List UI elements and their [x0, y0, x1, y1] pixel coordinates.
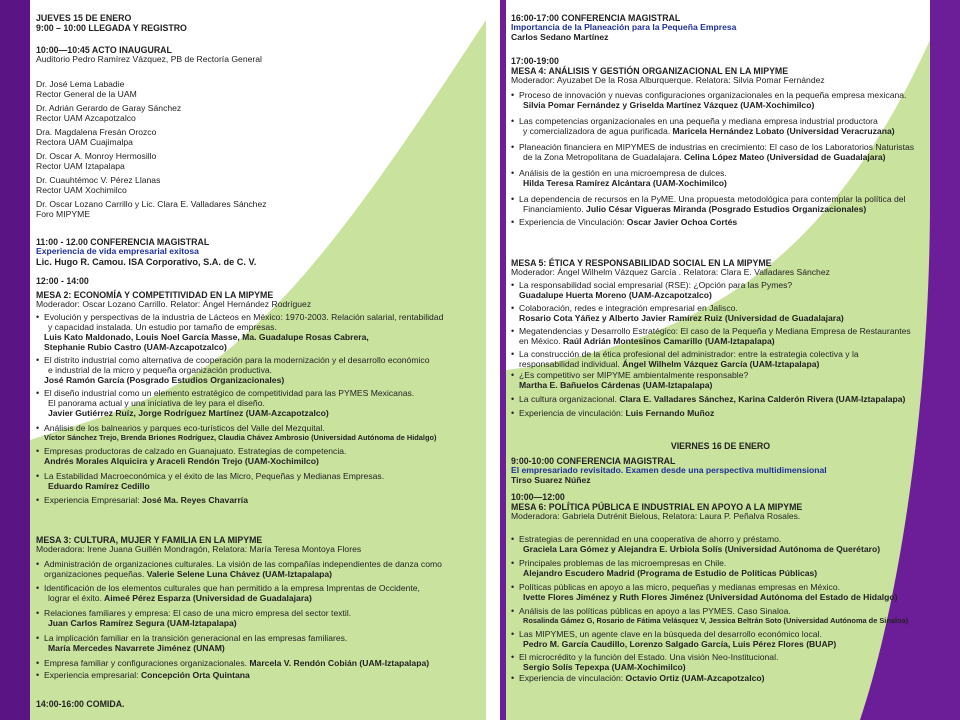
bullet-icon: • [511, 393, 515, 404]
lunch-break: 14:00-16:00 COMIDA. [36, 699, 125, 709]
mesa-5-moderator: Moderador: Ángel Wilhelm Vázquez García . Relatora: Clara E. Valladares Sánchez [511, 267, 830, 278]
list-item: • Análisis de la gestión en una microempresa de dulces. Hilda Teresa Ramírez Alcántara (UAM-Xochimilco) [511, 168, 727, 189]
list-item: • Empresa familiar y configuraciones organizacionales. Marcela V. Rendón Cobián (UAM-Iztapalapa) [36, 657, 430, 668]
list-item: • Planeación financiera en MIPYMES de industrias en crecimiento: El caso de los Laboratorios Naturistas de la Zona Metropolitana de Guadalajara. Celina López Mateo (Universidad de Guadalajara) [511, 142, 915, 163]
list-item: • La implicación familiar en la transición generacional en las empresas familiares. María Mercedes Navarrete Jiménez (UNAM) [36, 632, 348, 653]
list-item: • Administración de organizaciones culturales. La visión de las compañías independientes de danza como organizaciones pequeñas. Valerie Selene Luna Chávez (UAM-Iztapalapa) [36, 559, 442, 580]
keynote-speaker: Tirso Suarez Núñez [511, 475, 591, 486]
bullet-icon: • [511, 348, 515, 359]
list-item: • Análisis de las políticas públicas en apoyo a las PYMES. Caso Sinaloa. Rosalinda Gámez G, Rosario de Fátima Velásquez V, Jessica Beltrán Soto (Universidad Autónoma de Sinaloa) [511, 606, 909, 626]
list-item: • El microcrédito y la función del Estado. Una visión Neo-Institucional. Sergio Solís Tepexpa (UAM-Xochimilco) [511, 651, 779, 672]
bullet-icon: • [511, 168, 515, 179]
bullet-icon: • [511, 558, 515, 569]
bullet-icon: • [36, 657, 40, 668]
list-item: • Las MIPYMES, un agente clave en la búsqueda del desarrollo económico local. Pedro M. García Caudillo, Lorenzo Salgado García, Luis Pérez Flores (BUAP) [511, 628, 837, 649]
bullet-icon: • [511, 194, 515, 205]
keynote-speaker: Carlos Sedano Martínez [511, 32, 609, 43]
mesa-4 [500, 56, 960, 228]
list-item: • La Estabilidad Macroeconómica y el éxito de las Micro, Pequeñas y Medianas Empresas. Eduardo Ramírez Cedillo [36, 471, 385, 492]
list-item: • El diseño industrial como un elemento estratégico de competitividad para las PYMES Mexicanas. El panorama actual y una iniciativa de ley para el diseño. Javier Gutiérrez Ruíz, Jorge Rodríguez Martínez (UAM-Azcapotzalco) [36, 387, 415, 418]
bullet-icon: • [36, 495, 40, 506]
list-item: • Experiencia de vinculación: Octavio Ortiz (UAM-Azcapotzalco) [511, 672, 765, 683]
mesa-2 [0, 290, 500, 506]
bullet-icon: • [36, 608, 40, 619]
mesa-4-moderator: Moderador: Ayuzabet De la Rosa Alburquerque. Relatora: Silvia Pomar Fernández [511, 75, 825, 86]
inauguration-title: 10:00—10:45 ACTO INAUGURAL [36, 45, 172, 55]
bullet-icon: • [511, 280, 515, 291]
bullet-icon: • [36, 632, 40, 643]
keynote-time: 16:00-17:00 CONFERENCIA MAGISTRAL [511, 13, 681, 23]
official: Dr. Oscar A. Monroy Hermosillo Rector UAM Iztapalapa [36, 150, 157, 171]
list-item: • Proceso de innovación y nuevas configuraciones organizacionales en la pequeña empresa mexicana. Silvia Pomar Fernández y Griselda Martínez Vázquez (UAM-Xochimilco) [511, 90, 907, 111]
mesa-5 [500, 258, 960, 419]
mesa-6 [500, 492, 960, 684]
list-item: • La construcción de la ética profesional del administrador: entre la estrategia colectiva y la responsabilidad individual. Ángel Wilhelm Vázquez García (UAM-Iztapalapa) [511, 348, 859, 369]
list-item: • El distrito industrial como alternativa de cooperación para la modernización y el desarrollo económico e industrial de la micro y pequeña organización productiva. José Ramón García (Posgrado Estudios Organizacionales) [36, 355, 430, 385]
mesa-6-moderator: Moderadora: Gabriela Dutrénit Bielous, Relatora: Laura P. Peñalva Rosales. [511, 511, 801, 522]
bullet-icon: • [511, 90, 515, 101]
keynote-title: El empresariado revisitado. Examen desde una perspectiva multidimensional [511, 465, 827, 476]
bullet-icon: • [511, 217, 515, 228]
bullet-icon: • [511, 407, 515, 418]
list-item: • Experiencia Empresarial: José Ma. Reyes Chavarría [36, 495, 248, 506]
bullet-icon: • [511, 582, 515, 593]
mesa-3 [0, 535, 500, 681]
bullet-icon: • [511, 534, 515, 545]
bullet-icon: • [511, 142, 515, 153]
list-item: • Relaciones familiares y empresa: El caso de una micro empresa del sector textil. Juan Carlos Ramírez Segura (UAM-Iztapalapa) [36, 608, 352, 629]
bullet-icon: • [36, 559, 40, 570]
bullet-icon: • [511, 651, 515, 662]
list-item: • Experiencia de Vinculación: Oscar Javier Ochoa Cortés [511, 217, 738, 228]
list-item: • Evolución y perspectivas de la industria de Lácteos en México: 1970-2003. Relación salarial, rentabilidad y capacidad instalada. Un estudio por tamaño de empresas. Luis Kato Maldonado, Louis Noel García Masse, Ma. Guadalupe Rosas Cabrera, Stephanie Rubio Castro (UAM-Azcapotzalco) [36, 312, 444, 353]
session-time: 12:00 - 14:00 [36, 276, 89, 286]
mesa-5-title: MESA 5: ÉTICA Y RESPONSABILIDAD SOCIAL EN LA MIPYME [511, 258, 772, 268]
bullet-icon: • [511, 628, 515, 639]
mesa-2-title: MESA 2: ECONOMÍA Y COMPETITIVIDAD EN LA MIPYME [36, 290, 274, 300]
official: Dr. José Lema Labadie Rector General de la UAM [36, 79, 137, 99]
bullet-icon: • [36, 387, 40, 398]
list-item: • Políticas públicas en apoyo a las micro, pequeñas y medianas empresas en México. Ivette Flores Jiménez y Ruth Flores Jiménez (Universidad Autónoma del Estado de Hidalgo) [511, 582, 898, 603]
list-item: • Megatendencias y Desarrollo Estratégico: El caso de la Pequeña y Mediana Empresa de Restaurantes en México. Raúl Adrián Montesinos Camarillo (UAM-Iztapalapa) [511, 326, 911, 347]
list-item: • La responsabilidad social empresarial (RSE): ¿Opción para las Pymes? Guadalupe Huerta Moreno (UAM-Azcapotzalco) [511, 280, 793, 301]
bullet-icon: • [36, 583, 40, 594]
official: Dra. Magdalena Fresán Orozco Rectora UAM Cuajimalpa [36, 126, 157, 147]
list-item: • Colaboración, redes e integración empresarial en Jalisco. Rosario Cota Yáñez y Alberto Javier Ramírez Ruiz (Universidad de Guadalajara) [511, 303, 844, 324]
registration: 9:00 – 10:00 LLEGADA Y REGISTRO [36, 23, 187, 34]
official: Dr. Oscar Lozano Carrillo y Lic. Clara E. Valladares Sánchez Foro MIPYME [36, 198, 267, 219]
keynote-title: Experiencia de vida empresarial exitosa [36, 246, 199, 257]
official: Dr. Adrián Gerardo de Garay Sánchez Rector UAM Azcapotzalco [36, 102, 182, 123]
list-item: • Experiencia de vinculación: Luis Fernando Muñoz [511, 407, 715, 418]
keynote-speaker: Lic. Hugo R. Camou. ISA Corporativo, S.A. de C. V. [36, 257, 257, 268]
list-item: • La dependencia de recursos en la PyME. Una propuesta metodológica para contemplar la política del Financiamiento. Julio César Vigueras Miranda (Posgrado Estudios Organizacionales) [511, 194, 906, 215]
mesa-3-title: MESA 3: CULTURA, MUJER Y FAMILIA EN LA MIPYME [36, 535, 263, 545]
list-item: • Análisis de los balnearios y parques eco-turísticos del Valle del Mezquital. Víctor Sánchez Trejo, Brenda Briones Rodríguez, Claudia Chávez Ambrosio (Universidad Autónoma de Hidalgo) [36, 422, 437, 442]
mesa-2-moderator: Moderador: Oscar Lozano Carrillo. Relator: Ángel Hernández Rodríguez [36, 299, 312, 310]
bullet-icon: • [36, 355, 40, 366]
bullet-icon: • [511, 672, 515, 683]
list-item: • ¿Es competitivo ser MIPYME ambientalmente responsable? Martha E. Bañuelos Cárdenas (UAM-Iztapalapa) [511, 369, 749, 390]
bullet-icon: • [511, 369, 515, 380]
officials-list [0, 80, 500, 220]
right-column [500, 0, 960, 720]
keynote-title: Importancia de la Planeación para la Pequeña Empresa [511, 22, 737, 33]
list-item: • Las competencias organizacionales en una pequeña y mediana empresa industrial productora y comercializadora de agua purificada. Maricela Hernández Lobato (Universidad Veracruzana) [511, 116, 895, 137]
list-item: • Principales problemas de las microempresas en Chile. Alejandro Escudero Madrid (Programa de Estudio de Políticas Públicas) [511, 558, 818, 579]
day-friday: VIERNES 16 DE ENERO [670, 441, 771, 451]
bullet-icon: • [511, 326, 515, 337]
mesa-3-moderator: Moderadora: Irene Juana Guillén Mondragón, Relatora: María Teresa Montoya Flores [36, 544, 362, 555]
bullet-icon: • [511, 116, 515, 127]
mesa-6-title: MESA 6: POLÍTICA PÚBLICA E INDUSTRIAL EN APOYO A LA MIPYME [511, 502, 803, 513]
bullet-icon: • [36, 312, 40, 323]
session-time: 10:00—12:00 [511, 492, 565, 502]
keynote-time: 9:00-10:00 CONFERENCIA MAGISTRAL [511, 456, 676, 466]
list-item: • La cultura organizacional. Clara E. Valladares Sánchez, Karina Calderón Rivera (UAM-Iztapalapa) [511, 393, 906, 404]
list-item: • Identificación de los elementos culturales que han permitido a la empresa Imprentas de Occidente, lograr el éxito. Aimeé Pérez Esparza (Universidad de Guadalajara) [36, 583, 420, 604]
bullet-icon: • [36, 471, 40, 482]
bullet-icon: • [36, 669, 40, 680]
bullet-icon: • [511, 606, 515, 617]
list-item: • Estrategias de perennidad en una cooperativa de ahorro y préstamo. Graciela Lara Gómez y Alejandra E. Urbiola Solís (Universidad Autónoma de Querétaro) [511, 534, 881, 555]
official: Dr. Cuauhtémoc V. Pérez Llanas Rector UAM Xochimilco [36, 174, 161, 195]
bullet-icon: • [36, 446, 40, 457]
list-item: • Experiencia empresarial: Concepción Orta Quintana [36, 669, 250, 680]
inauguration-place: Auditorio Pedro Ramírez Vázquez, PB de Rectoría General [36, 54, 262, 65]
keynote-time: 11:00 - 12.00 CONFERENCIA MAGISTRAL [36, 237, 210, 247]
list-item: • Empresas productoras de calzado en Guanajuato. Estrategias de competencia. Andrés Morales Alquicira y Araceli Rendón Trejo (UAM-Xochimilco) [36, 446, 347, 467]
session-time: 17:00-19:00 [511, 56, 559, 66]
mesa-4-title: MESA 4: ANÁLISIS Y GESTIÓN ORGANIZACIONAL EN LA MIPYME [511, 66, 789, 77]
bullet-icon: • [511, 303, 515, 314]
bullet-icon: • [36, 422, 40, 433]
day-thursday: JUEVES 15 DE ENERO [36, 13, 132, 23]
